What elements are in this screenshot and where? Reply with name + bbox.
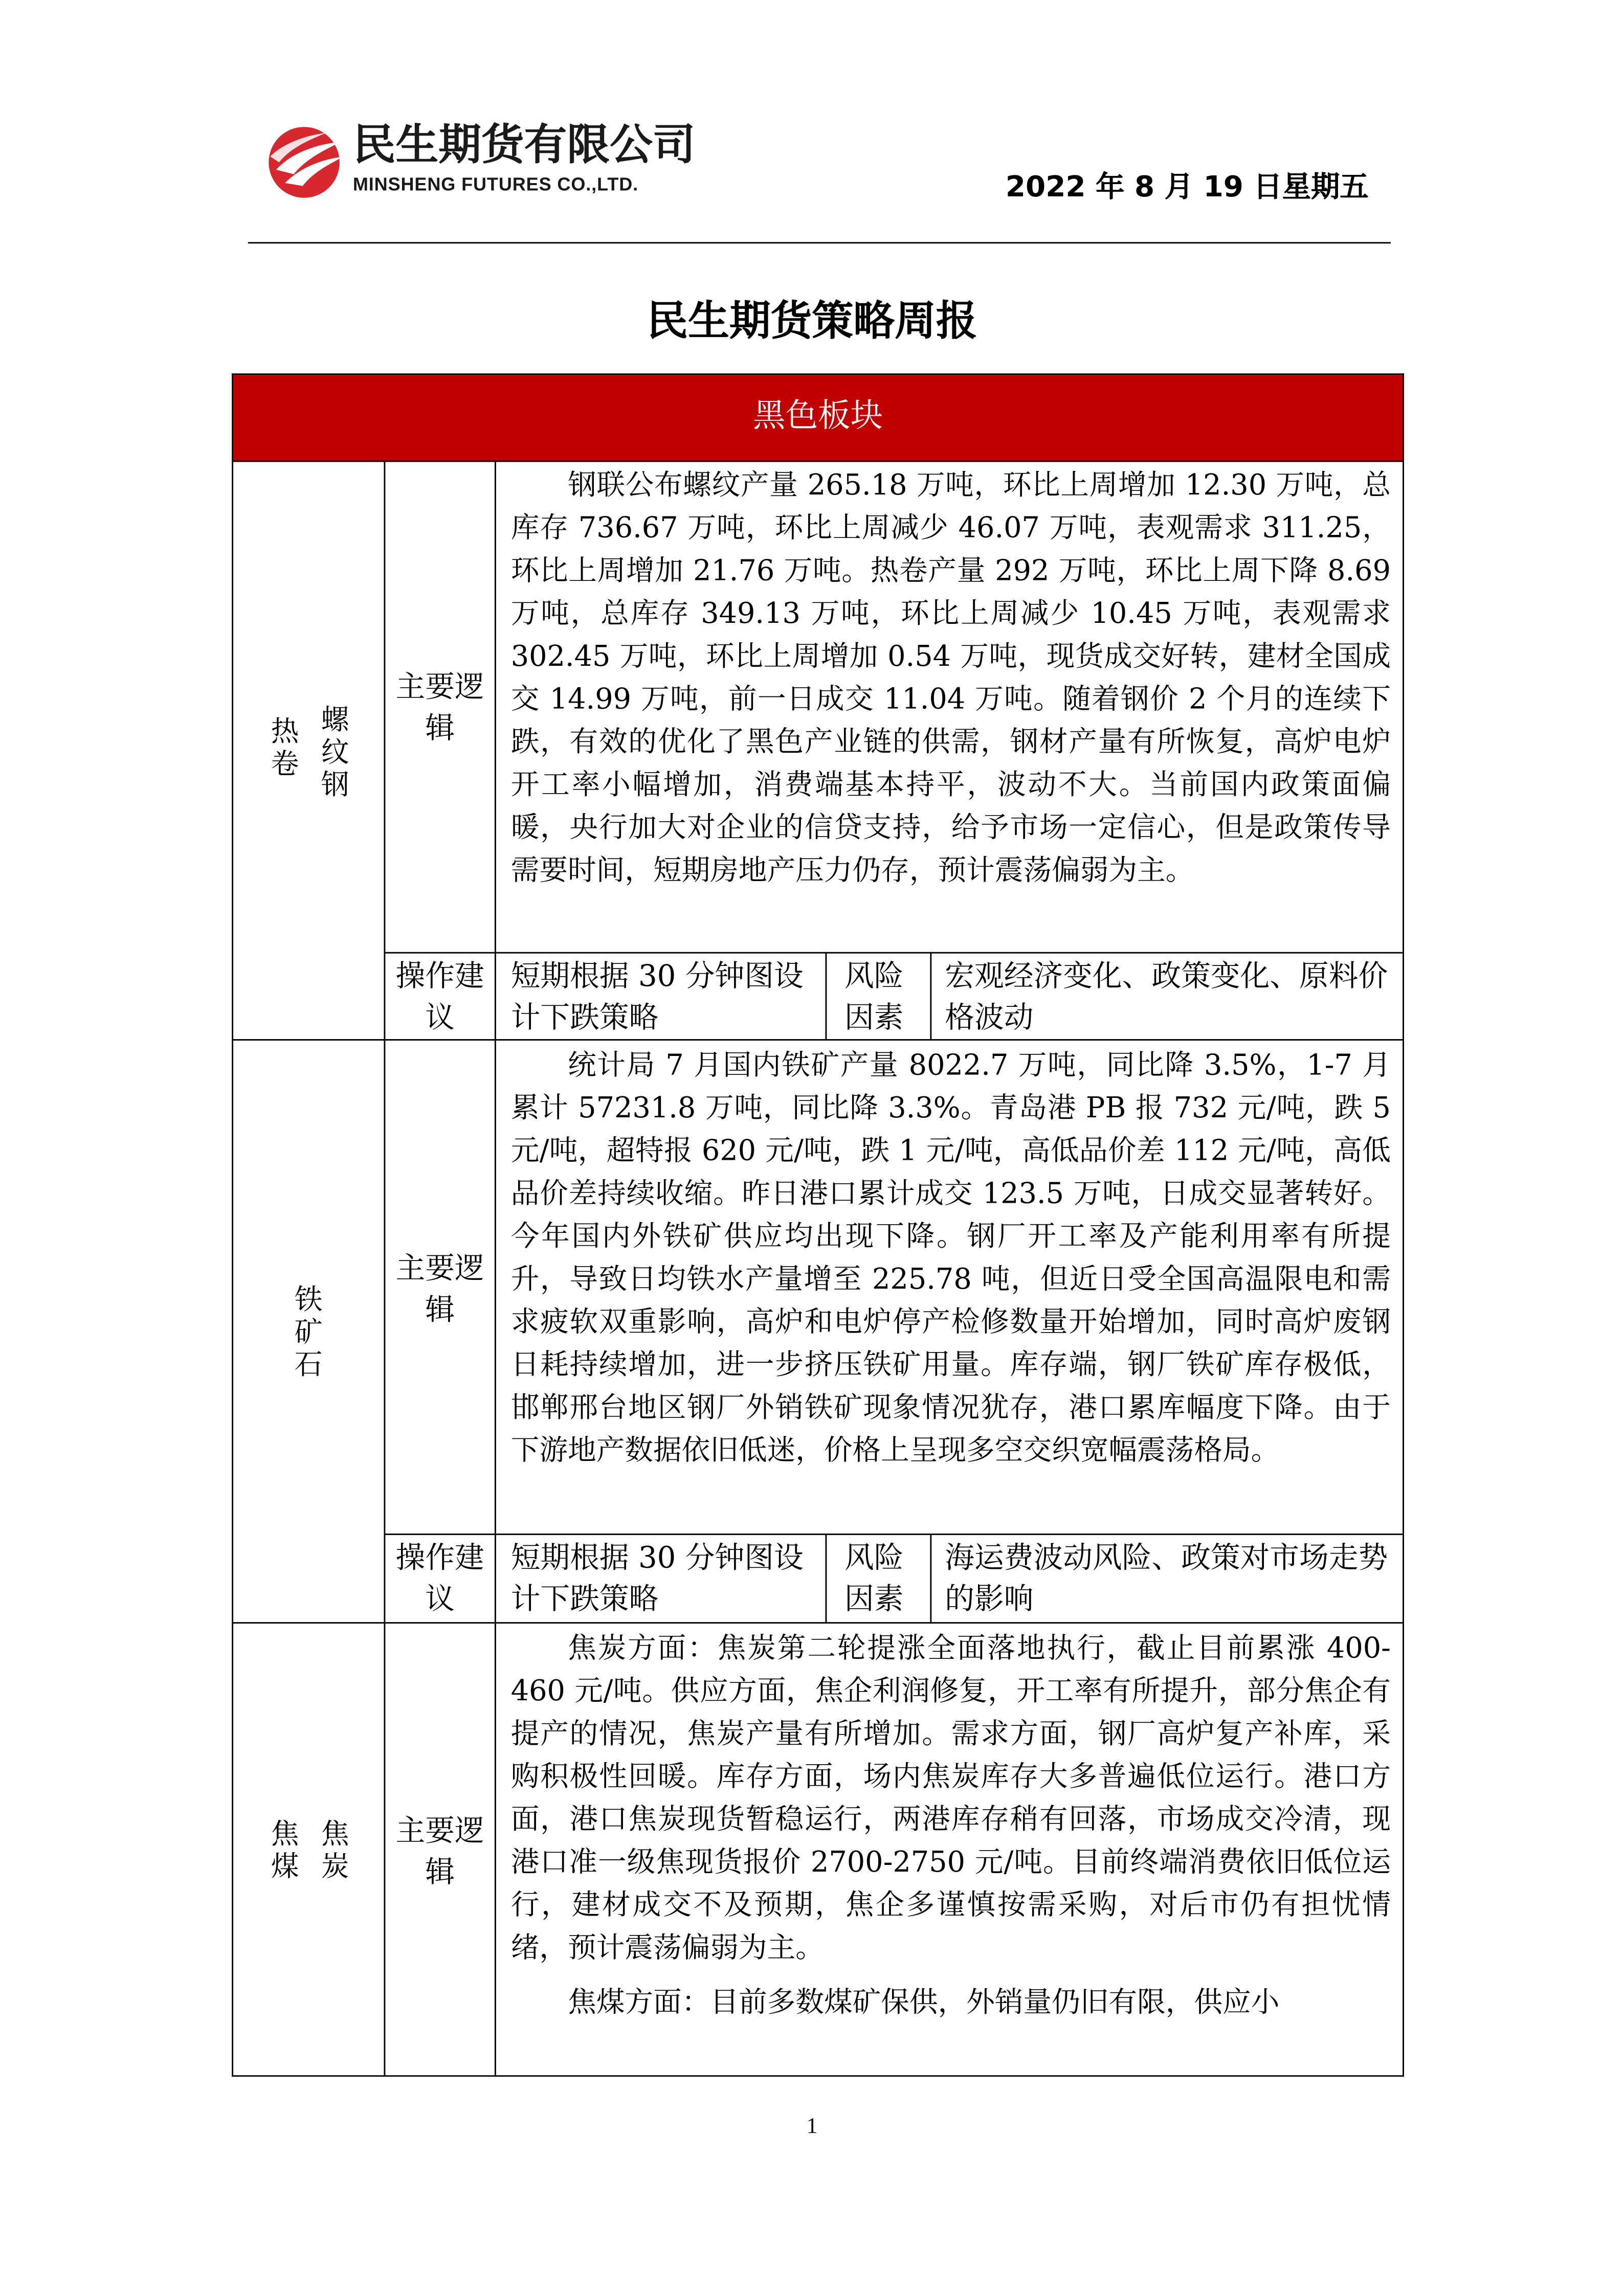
commodity-name: 铁矿石 bbox=[294, 1284, 323, 1382]
page-title: 民生期货策略周报 bbox=[647, 297, 977, 346]
company-logo bbox=[261, 118, 749, 204]
page-number: 1 bbox=[806, 2115, 818, 2139]
logic-text bbox=[511, 1044, 1391, 1472]
commodity-name: 热卷 bbox=[271, 715, 299, 781]
logic-label: 主要逻辑 bbox=[395, 1812, 484, 1889]
logic-paragraph: 焦煤方面：目前多数煤矿保供，外销量仍旧有限，供应小 bbox=[568, 1985, 1280, 2019]
risk-text: 海运费波动风险、政策对市场走势的影响 bbox=[945, 1539, 1388, 1616]
commodity-name: 焦煤 bbox=[271, 1818, 299, 1884]
header-divider bbox=[248, 242, 1391, 243]
operation-label: 操作建议 bbox=[395, 958, 484, 1035]
risk-text: 宏观经济变化、政策变化、原料价格波动 bbox=[945, 958, 1388, 1035]
logic-paragraph: 焦炭方面：焦炭第二轮提涨全面落地执行，截止目前累涨 400-460 元/吨。供应方面，焦企利润修复，开工率有所提升，部分焦企有提产的情况，焦炭产量有所增加。需求方面，钢厂高炉复产补库，采购积极性回暖。库存方面，场内焦炭库存大多普遍低位运行。港口方面，港口焦炭现货暂稳运行，两港库存稍有回落，市场成交冷清，现港口准一级焦现货报价 2700-2750 元/吨。目前终端消费依旧低位运行，建材成交不及预期，焦企多谨慎按需采购，对后市仍有担忧情绪，预计震荡偏弱为主。 bbox=[510, 1631, 1391, 1965]
report-date: 2022 年 8 月 19 日星期五 bbox=[1005, 169, 1369, 204]
company-name-en: MINSHENG FUTURES CO.,LTD. bbox=[352, 174, 639, 195]
commodity-name: 螺纹钢 bbox=[321, 704, 349, 802]
logic-text bbox=[511, 463, 1391, 891]
logic-label: 主要逻辑 bbox=[395, 1250, 484, 1327]
logic-paragraph: 钢联公布螺纹产量 265.18 万吨，环比上周增加 12.30 万吨，总库存 736.67 万吨，环比上周减少 46.07 万吨，表观需求 311.25，环比上周增加 21.76 万吨。热卷产量 292 万吨，环比上周下降 8.69 万吨，总库存 349.13 万吨，环比上周减少 10.45 万吨，表观需求 302.45 万吨，环比上周增加 0.54 万吨，现货成交好转，建材全国成交 14.99 万吨，前一日成交 11.04 万吨。随着钢价 2 个月的连续下跌，有效的优化了黑色产业链的供需，钢材产量有所恢复，高炉电炉开工率小幅增加，消费端基本持平，波动不大。当前国内政策面偏暖，央行加大对企业的信贷支持，给予市场一定信心，但是政策传导需要时间，短期房地产压力仍存，预计震荡偏弱为主。 bbox=[510, 467, 1391, 887]
operation-label: 操作建议 bbox=[395, 1539, 484, 1616]
operation-text: 短期根据 30 分钟图设计下跌策略 bbox=[510, 1539, 804, 1616]
section-header: 黑色板块 bbox=[233, 375, 1403, 460]
operation-text: 短期根据 30 分钟图设计下跌策略 bbox=[510, 958, 804, 1035]
logic-text bbox=[511, 1627, 1391, 2023]
logic-paragraph: 统计局 7 月国内铁矿产量 8022.7 万吨，同比降 3.5%，1-7 月累计 57231.8 万吨，同比降 3.3%。青岛港 PB 报 732 元/吨，跌 5 元/吨，超特报 620 元/吨，跌 1 元/吨，高低品价差 112 元/吨，高低品价差持续收缩。昨日港口累计成交 123.5 万吨，日成交显著转好。今年国内外铁矿供应均出现下降。钢厂开工率及产能利用率有所提升，导致日均铁水产量增至 225.78 吨，但近日受全国高温限电和需求疲软双重影响，高炉和电炉停产检修数量开始增加，同时高炉废钢日耗持续增加，进一步挤压铁矿用量。库存端，钢厂铁矿库存极低，邯郸邢台地区钢厂外销铁矿现象情况犹存，港口累库幅度下降。由于下游地产数据依旧低迷，价格上呈现多空交织宽幅震荡格局。 bbox=[510, 1048, 1391, 1468]
company-name-cn: 民生期货有限公司 bbox=[352, 119, 696, 170]
minsheng-logo-icon bbox=[261, 121, 347, 201]
commodity-name: 焦炭 bbox=[321, 1818, 349, 1884]
risk-label: 风险因素 bbox=[844, 1539, 904, 1616]
risk-label: 风险因素 bbox=[844, 958, 904, 1035]
logic-label: 主要逻辑 bbox=[395, 668, 484, 746]
